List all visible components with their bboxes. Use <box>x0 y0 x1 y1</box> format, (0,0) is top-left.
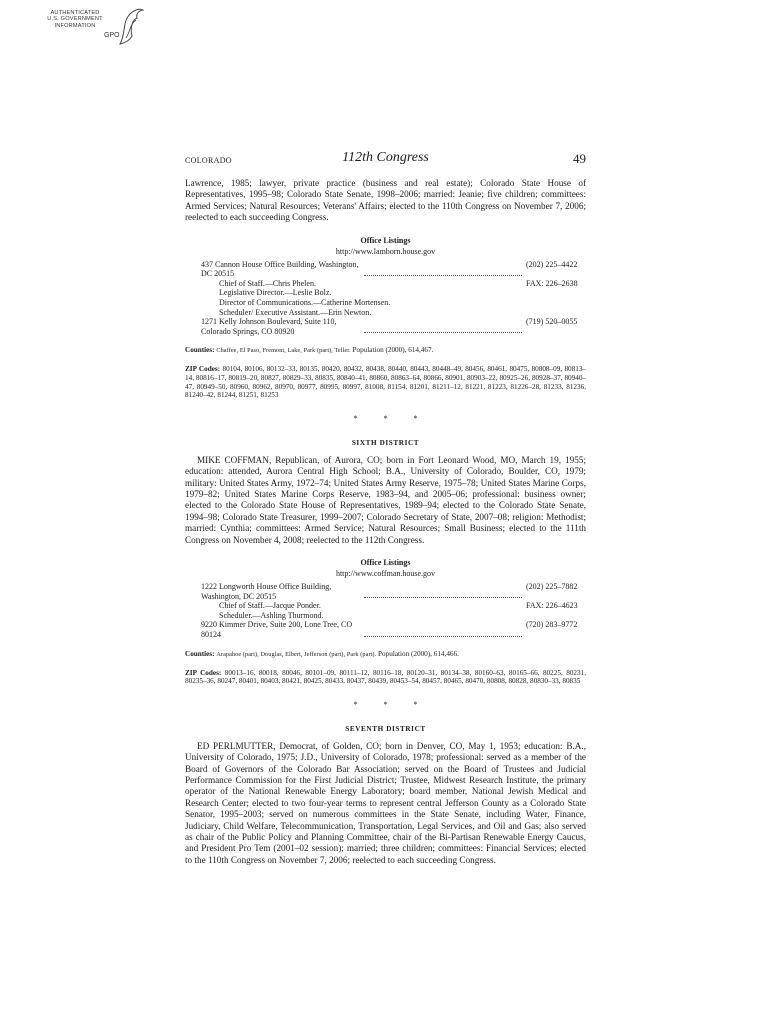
office-address: 1222 Longworth House Office Building, Washington, DC 20515 <box>201 582 332 601</box>
staff-entry: Chief of Staff.—Chris Phelen. <box>219 278 316 288</box>
counties-label: Counties: <box>185 649 215 658</box>
office-listings-title: Office Listings <box>360 558 411 567</box>
zip-codes <box>185 365 586 399</box>
staff-row <box>185 601 586 611</box>
counties-line <box>185 346 586 355</box>
perlmutter-bio: ED PERLMUTTER, Democrat, of Golden, CO; born in Denver, CO, May 1, 1953; education: B.A., University of Colorado, 1975; J.D., University of Colorado, 1978; professional: served as a member of the Board of Governors of the Colorado Bar Association; served on the Board of Trustees and Judicial Performance Commission for the First Judicial District; Trustee, Midwest Research Institute, the primary operator of the National Renewable Energy Laboratory; board member, National Jewish Medical and Research Center; elected to two four-year terms to represent central Jefferson County as a Colorado State Senator, 1995–2003; served on numerous committees in the State Senate, including Water, Finance, Judiciary, Child Welfare, Telecommunication, Transportation, Legal Services, and Oil and Gas; also served as chair of the Public Policy and Planning Committee, chair of the Bi-Partisan Renewable Energy Caucus, and President Pro Tem (2001–02 session); married; three children; committees: Financial Services; elected to the 110th Congress on November 7, 2006; reelected to each succeeding Congress. <box>185 740 586 865</box>
leader-dots <box>364 260 523 276</box>
population: Population (2000), 614,467. <box>352 346 434 355</box>
state-label: COLORADO <box>185 156 232 165</box>
leader-dots <box>364 620 523 636</box>
district-heading: SIXTH DISTRICT <box>351 438 420 447</box>
zip-list: 80104, 80106, 80132–33, 80135, 80420, 80432, 80438, 80440, 80443, 80448–49, 80456, 80461, 80475, 80808–09, 80813–14, 80816–17, 80819–20, 80827, 80829–33, 80835, 80840–41, 80860, 80863–64, 80866, 80901, 80903–22, 80925–26, 80928–37, 80940–47, 80949–50, 80960, 80962, 80970, 80977, 80995, 80997, 81008, 81154, 81201, 81211–12, 81221, 81223, 81226–28, 81233, 81236, 81240–42, 81244, 81251, 81253 <box>185 365 587 400</box>
coffman-bio: MIKE COFFMAN, Republican, of Aurora, CO; born in Fort Leonard Wood, MO, March 19, 1955; education: attended, Aurora Central High School; B.A., University of Colorado, Boulder, CO, 1979; military: United States Army, 1972–74; United States Army Reserve, 1975–78; United States Marine Corps, 1979–82; United States Marine Corps Reserve, 1983–94, and 2005–06; professional: business owner; elected to the Colorado State House of Representatives, 1989–94; elected to the Colorado State Senate, 1994–98; Colorado State Treasurer, 1999–2007; Colorado Secretary of State, 2007–08; religion: Methodist; married: Cynthia; committees: Armed Service; Natural Resources; Small Business; elected to the 111th Congress on November 4, 2008; reelected to the 112th Congress. <box>185 454 586 545</box>
counties-label: Counties: <box>185 346 215 355</box>
page-number: 49 <box>573 151 586 166</box>
office-address: 1271 Kelly Johnson Boulevard, Suite 110, Colorado Springs, CO 80920 <box>201 317 337 336</box>
section-separator: * * * <box>353 413 430 423</box>
zip-codes <box>185 669 586 686</box>
staff-row <box>185 279 586 289</box>
staff-entry: Chief of Staff.—Jacque Ponder. <box>219 601 321 611</box>
seal-line-2: U.S. GOVERNMENT <box>47 16 103 23</box>
staff-entry: Director of Communications.—Catherine Mortensen. <box>219 298 391 307</box>
office-phone: (720) 283–9772 <box>526 620 578 630</box>
counties-list: Arapahoe (part), Douglas, Elbert, Jefferson (part), Park (part). <box>216 650 377 658</box>
office-listing <box>185 260 586 337</box>
eagle-icon <box>116 4 146 48</box>
office-row <box>185 582 586 601</box>
leader-dots <box>364 582 523 598</box>
staff-entry: Legislative Director.—Leslie Bolz. <box>219 288 332 298</box>
office-address: 437 Cannon House Office Building, Washington, DC 20515 <box>201 259 359 279</box>
congress-title: 112th Congress <box>342 150 429 165</box>
district-heading: SEVENTH DISTRICT <box>345 724 426 733</box>
staff-entry: Scheduler/ Executive Assistant.—Erin Newton. <box>219 307 372 317</box>
office-listings-title: Office Listings <box>360 235 411 245</box>
seal-line-1: AUTHENTICATED <box>50 10 100 16</box>
office-address: 9220 Kimmer Drive, Suite 200, Lone Tree, CO 80124 <box>201 620 353 639</box>
office-row <box>185 317 586 336</box>
zip-list: 80013–16, 80018, 80046, 80101–09, 80111–12, 80116–18, 80120–31, 80134–38, 80160–63, 80165–66, 80225, 80231, 80235–36, 80247, 80401, 80403, 80421, 80425, 80433, 80437, 80439, 80453–54, 80457, 80465, 80470, 80808, 80828, 80830–33, 80835 <box>185 668 587 686</box>
document-page <box>185 150 586 866</box>
office-row <box>185 260 586 279</box>
office-phone: (202) 225–7882 <box>526 582 578 591</box>
counties-line <box>185 650 586 659</box>
section-separator: * * * <box>353 699 430 709</box>
office-fax: FAX: 226–2638 <box>526 278 578 288</box>
office-phone: (202) 225–4422 <box>526 259 578 269</box>
seal-line-3: INFORMATION <box>54 22 96 29</box>
lamborn-bio: Lawrence, 1985; lawyer, private practice (business and real estate); Colorado State House of Representatives, 1995–98; Colorado State Senate, 1998–2006; married: Jeanie; five children; committees: Armed Services; Natural Resources; Veterans' Affairs; elected to the 110th Congress on November 7, 2006; reelected to each succeeding Congress. <box>185 178 586 223</box>
office-url: http://www.coffman.house.gov <box>335 569 436 578</box>
seal-text <box>30 10 120 29</box>
seal-gpo-label: GPO <box>104 32 120 39</box>
staff-entry: Scheduler.—Ashling Thurmond. <box>219 610 324 620</box>
office-listing <box>185 582 586 640</box>
office-row <box>185 620 586 639</box>
counties-list: Chaffee, El Paso, Fremont, Lake, Park (part), Teller. <box>216 347 351 355</box>
population: Population (2000), 614,466. <box>378 649 459 658</box>
office-phone: (719) 520–0055 <box>526 317 578 327</box>
zip-label: ZIP Codes: <box>185 365 221 374</box>
leader-dots <box>364 317 523 333</box>
gpo-authentication-seal <box>30 4 150 50</box>
zip-label: ZIP Codes: <box>185 668 222 677</box>
office-url: http://www.lamborn.house.gov <box>335 246 436 256</box>
office-fax: FAX: 226–4623 <box>526 601 578 611</box>
running-head <box>185 150 586 170</box>
